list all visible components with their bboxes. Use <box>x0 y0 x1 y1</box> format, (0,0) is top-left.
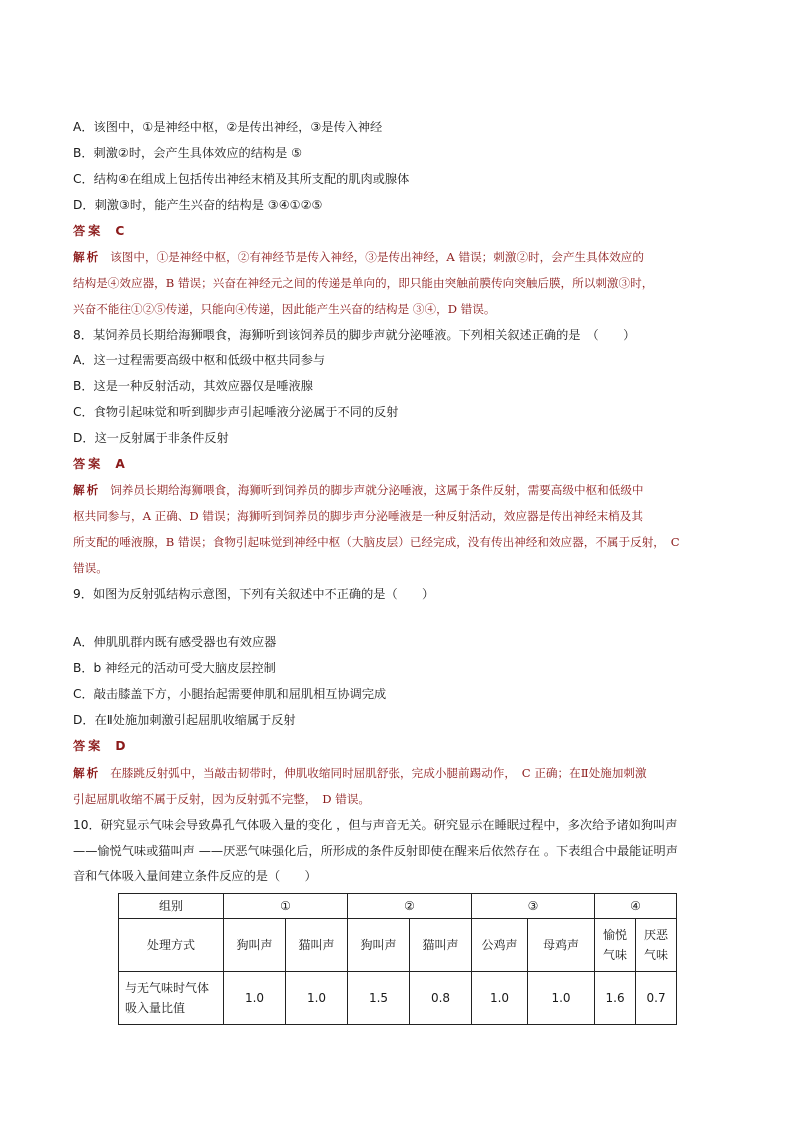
q10-stem-line-2: ——愉悦气味或猫叫声 ——厌恶气味强化后，所形成的条件反射即使在醒来后依然存在 。下表组合中最能证明声 <box>73 844 678 858</box>
table-cell-group-2: ② <box>348 894 472 919</box>
q8-answer <box>73 456 125 472</box>
table-cell-group-label: 组别 <box>119 894 224 919</box>
table-cell: 0.7 <box>636 972 677 1025</box>
q9-stem: 9．如图为反射弧结构示意图，下列有关叙述中不正确的是（ ） <box>73 587 435 601</box>
q9-option-b: B．b 神经元的活动可受大脑皮层控制 <box>73 661 276 675</box>
table-cell: 1.6 <box>595 972 636 1025</box>
answer-value: C <box>115 224 125 238</box>
answer-label: 答案 <box>73 739 104 753</box>
table-cell: 1.0 <box>286 972 348 1025</box>
table-cell: 1.0 <box>528 972 595 1025</box>
table-cell-group-4: ④ <box>595 894 677 919</box>
q8-option-c: C．食物引起味觉和听到脚步声引起唾液分泌属于不同的反射 <box>73 405 399 419</box>
table-row <box>119 972 677 1025</box>
table-cell: 0.8 <box>410 972 472 1025</box>
table-cell: 母鸡声 <box>528 919 595 972</box>
q8-analysis-line-3: 所支配的唾液腺，B 错误；食物引起味觉到神经中枢（大脑皮层）已经完成，没有传出神经和效应器，不属于反射， C <box>73 535 680 549</box>
q7-analysis-line-2: 结构是④效应器，B 错误；兴奋在神经元之间的传递是单向的，即只能由突触前膜传向突触后膜，所以刺激③时， <box>73 276 654 290</box>
q7-option-d: D．刺激③时，能产生兴奋的结构是 ③④①②⑤ <box>73 198 323 212</box>
q8-analysis-line-4: 错误。 <box>73 561 108 575</box>
q9-answer <box>73 738 126 754</box>
q10-stem-line-1: 10．研究显示气味会导致鼻孔气体吸入量的变化 ，但与声音无关。研究显示在睡眠过程中，多次给予诸如狗叫声 <box>73 818 678 832</box>
table-cell: 猫叫声 <box>410 919 472 972</box>
table-cell: 猫叫声 <box>286 919 348 972</box>
answer-label: 答案 <box>73 224 104 238</box>
q8-option-d: D．这一反射属于非条件反射 <box>73 431 229 445</box>
q9-analysis-line-2: 引起屈肌收缩不属于反射，因为反射弧不完整， D 错误。 <box>73 792 371 806</box>
answer-label: 答案 <box>73 457 104 471</box>
analysis-label: 解析 <box>73 766 101 780</box>
analysis-label: 解析 <box>73 250 101 264</box>
q7-option-a: A．该图中，①是神经中枢，②是传出神经，③是传入神经 <box>73 120 383 134</box>
q7-option-c: C．结构④在组成上包括传出神经末梢及其所支配的肌肉或腺体 <box>73 172 410 186</box>
table-cell: 1.0 <box>224 972 286 1025</box>
table-cell: 狗叫声 <box>224 919 286 972</box>
q8-stem: 8．某饲养员长期给海狮喂食，海狮听到该饲养员的脚步声就分泌唾液。下列相关叙述正确的是 （ ） <box>73 328 636 342</box>
table-cell: 1.5 <box>348 972 410 1025</box>
table-cell-ratio-label: 与无气味时气体吸入量比值 <box>119 972 224 1025</box>
table-row <box>119 919 677 972</box>
q9-option-c: C．敲击膝盖下方，小腿抬起需要伸肌和屈肌相互协调完成 <box>73 687 387 701</box>
table-row <box>119 894 677 919</box>
q7-answer <box>73 223 124 239</box>
table-cell: 愉悦气味 <box>595 919 636 972</box>
q10-data-table <box>118 893 677 1025</box>
answer-value: A <box>115 457 125 471</box>
q8-option-b: B．这是一种反射活动，其效应器仅是唾液腺 <box>73 379 313 393</box>
q9-option-d: D．在Ⅱ处施加刺激引起屈肌收缩属于反射 <box>73 713 296 727</box>
q8-option-a: A．这一过程需要高级中枢和低级中枢共同参与 <box>73 353 326 367</box>
table-cell-group-1: ① <box>224 894 348 919</box>
analysis-label: 解析 <box>73 483 101 497</box>
table-cell: 厌恶气味 <box>636 919 677 972</box>
q9-analysis-line-1: 解析 在膝跳反射弧中，当敲击韧带时，伸肌收缩同时屈肌舒张，完成小腿前踢动作， C 正确；在Ⅱ处施加刺激 <box>73 766 647 780</box>
table-cell: 公鸡声 <box>472 919 528 972</box>
answer-value: D <box>115 739 126 753</box>
q7-analysis-line-1: 解析 该图中，①是神经中枢，②有神经节是传入神经，③是传出神经，A 错误；刺激②时，会产生具体效应的 <box>73 250 644 264</box>
q10-stem-line-3: 音和气体吸入量间建立条件反应的是（ ） <box>73 869 317 883</box>
q7-analysis-line-3: 兴奋不能往①②⑤传递，只能向④传递，因此能产生兴奋的结构是 ③④，D 错误。 <box>73 302 496 316</box>
table-cell-group-3: ③ <box>472 894 595 919</box>
q8-analysis-line-1: 解析 饲养员长期给海狮喂食，海狮听到饲养员的脚步声就分泌唾液，这属于条件反射，需要高级中枢和低级中 <box>73 483 644 497</box>
table-cell: 1.0 <box>472 972 528 1025</box>
table-cell: 狗叫声 <box>348 919 410 972</box>
q7-option-b: B．刺激②时，会产生具体效应的结构是 ⑤ <box>73 146 303 160</box>
q8-analysis-line-2: 枢共同参与，A 正确、D 错误；海狮听到饲养员的脚步声分泌唾液是一种反射活动，效应器是传出神经末梢及其 <box>73 509 643 523</box>
q9-option-a: A．伸肌肌群内既有感受器也有效应器 <box>73 635 277 649</box>
table-cell-treatment-label: 处理方式 <box>119 919 224 972</box>
